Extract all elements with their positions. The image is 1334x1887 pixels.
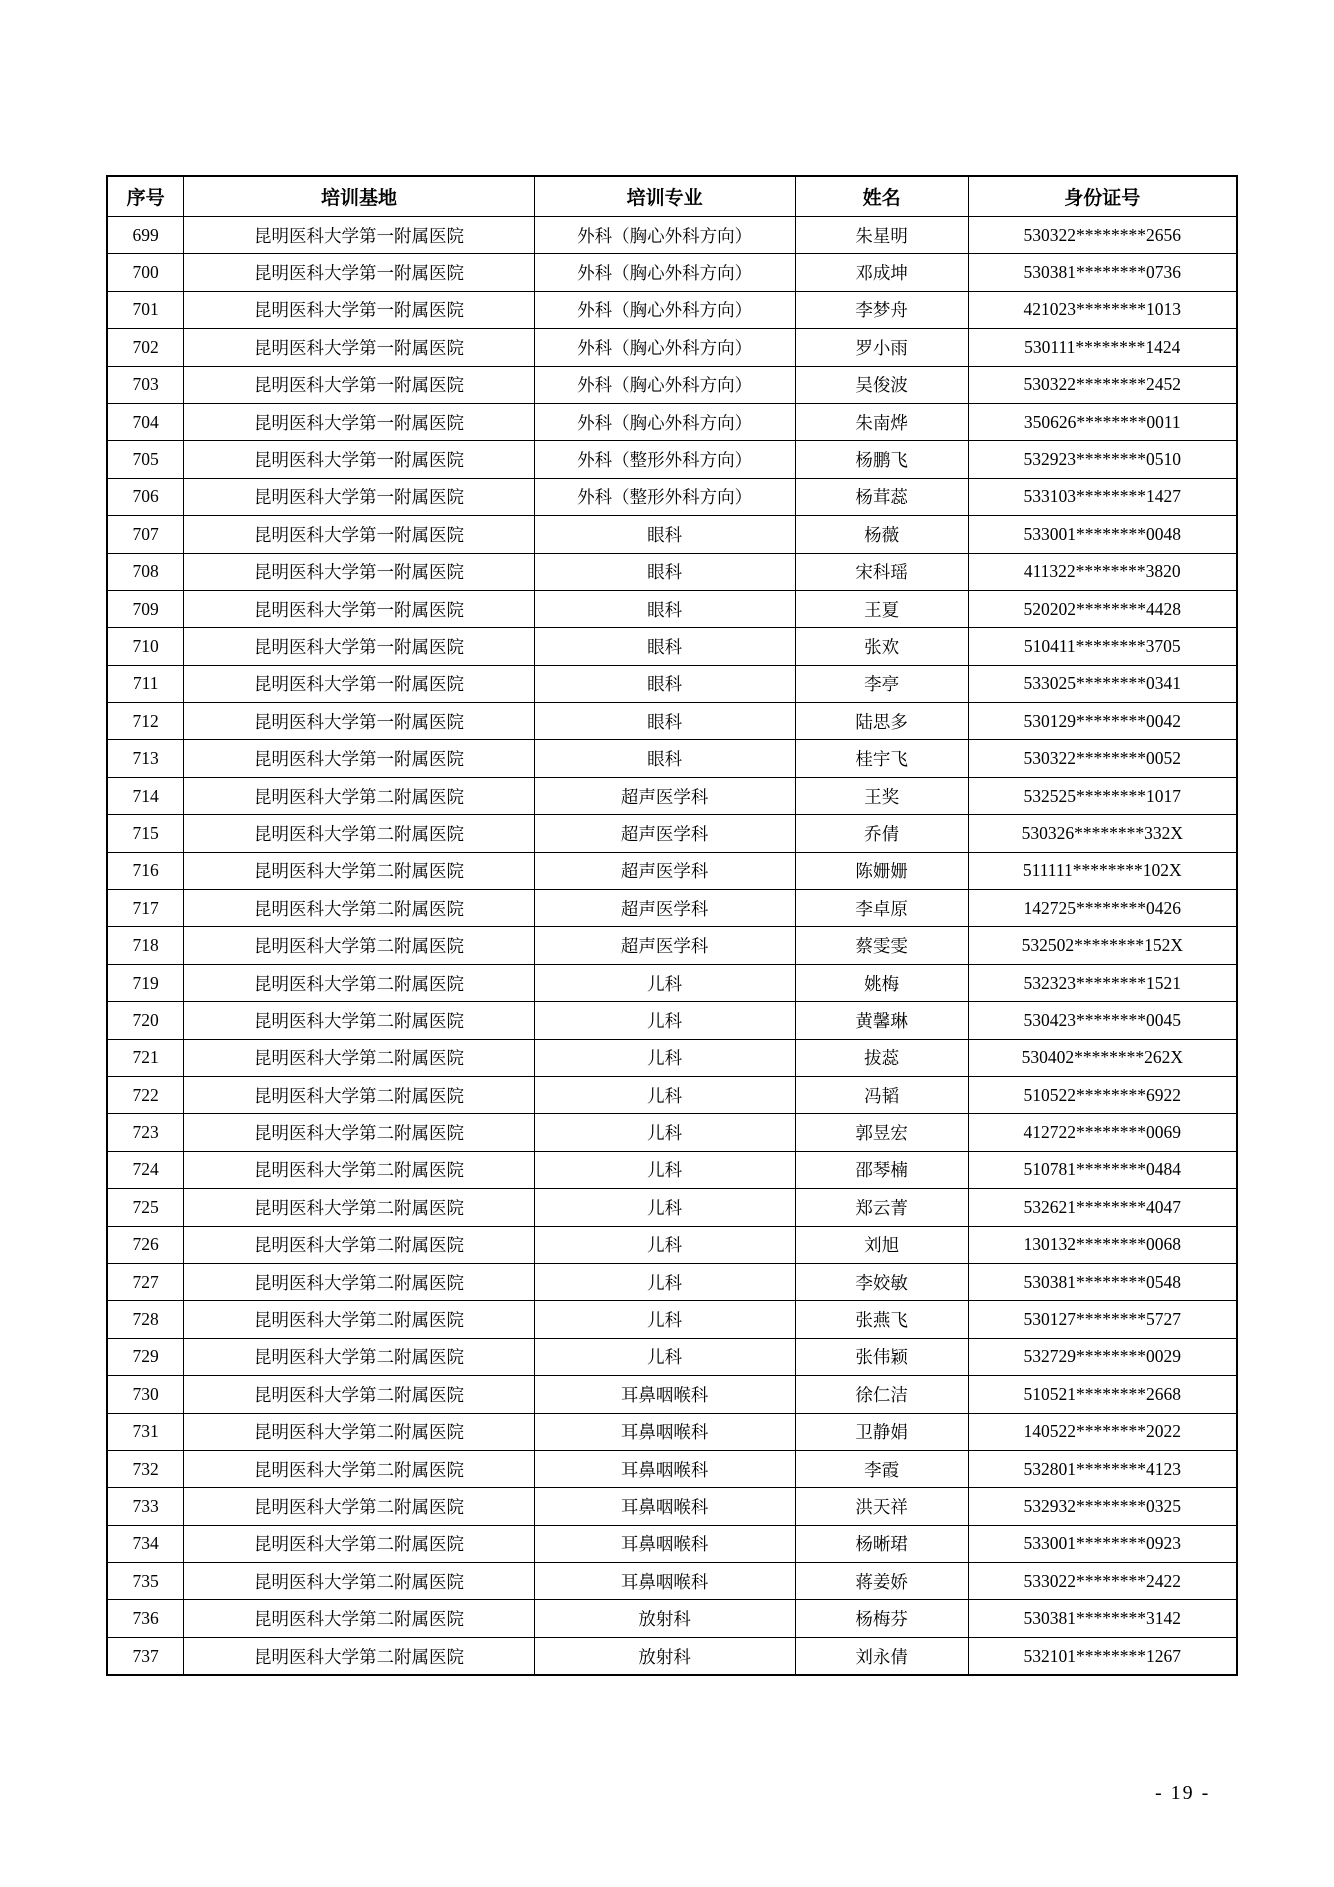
table-cell: 儿科 [534, 1002, 795, 1039]
table-row [107, 890, 1237, 927]
table-row [107, 1338, 1237, 1375]
table-cell: 儿科 [534, 1039, 795, 1076]
table-cell: 冯韬 [795, 1076, 968, 1113]
table-cell: 530423********0045 [968, 1002, 1237, 1039]
table-cell: 眼科 [534, 740, 795, 777]
table-cell: 728 [107, 1301, 184, 1338]
table-cell: 姚梅 [795, 964, 968, 1001]
page-number: - 19 - [1155, 1782, 1211, 1804]
table-cell: 昆明医科大学第二附属医院 [184, 1376, 534, 1413]
table-cell: 昆明医科大学第二附属医院 [184, 852, 534, 889]
table-cell: 713 [107, 740, 184, 777]
table-cell: 李卓原 [795, 890, 968, 927]
table-row [107, 1151, 1237, 1188]
table-cell: 耳鼻咽喉科 [534, 1450, 795, 1487]
table-cell: 乔倩 [795, 815, 968, 852]
table-cell: 533022********2422 [968, 1563, 1237, 1600]
table-row [107, 740, 1237, 777]
table-cell: 儿科 [534, 1263, 795, 1300]
table-cell: 昆明医科大学第二附属医院 [184, 815, 534, 852]
table-cell: 735 [107, 1563, 184, 1600]
table-cell: 140522********2022 [968, 1413, 1237, 1450]
table-cell: 放射科 [534, 1600, 795, 1637]
table-cell: 李梦舟 [795, 291, 968, 328]
table-cell: 530111********1424 [968, 329, 1237, 366]
table-cell: 吴俊波 [795, 366, 968, 403]
table-cell: 张燕飞 [795, 1301, 968, 1338]
table-cell: 532621********4047 [968, 1189, 1237, 1226]
table-cell: 眼科 [534, 628, 795, 665]
table-cell: 儿科 [534, 1114, 795, 1151]
table-cell: 昆明医科大学第二附属医院 [184, 1637, 534, 1675]
table-cell: 723 [107, 1114, 184, 1151]
table-cell: 532923********0510 [968, 441, 1237, 478]
table-row [107, 1488, 1237, 1525]
table-cell: 宋科瑶 [795, 553, 968, 590]
table-row [107, 777, 1237, 814]
table-row [107, 590, 1237, 627]
table-cell: 昆明医科大学第二附属医院 [184, 1450, 534, 1487]
table-cell: 729 [107, 1338, 184, 1375]
table-cell: 411322********3820 [968, 553, 1237, 590]
table-row [107, 1413, 1237, 1450]
table-cell: 昆明医科大学第一附属医院 [184, 628, 534, 665]
table-cell: 533001********0923 [968, 1525, 1237, 1562]
table-cell: 737 [107, 1637, 184, 1675]
table-cell: 蒋姜娇 [795, 1563, 968, 1600]
table-cell: 昆明医科大学第一附属医院 [184, 217, 534, 254]
table-cell: 421023********1013 [968, 291, 1237, 328]
table-cell: 707 [107, 516, 184, 553]
table-cell: 眼科 [534, 516, 795, 553]
table-row [107, 1600, 1237, 1637]
table-cell: 700 [107, 254, 184, 291]
table-cell: 昆明医科大学第二附属医院 [184, 1151, 534, 1188]
table-cell: 昆明医科大学第二附属医院 [184, 890, 534, 927]
table-row [107, 1563, 1237, 1600]
header-row [107, 176, 1237, 217]
table-row [107, 516, 1237, 553]
table-cell: 卫静娟 [795, 1413, 968, 1450]
table-cell: 142725********0426 [968, 890, 1237, 927]
table-cell: 外科（胸心外科方向） [534, 403, 795, 440]
table-cell: 外科（胸心外科方向） [534, 217, 795, 254]
table-cell: 726 [107, 1226, 184, 1263]
table-cell: 510781********0484 [968, 1151, 1237, 1188]
table-cell: 昆明医科大学第二附属医院 [184, 1600, 534, 1637]
table-cell: 719 [107, 964, 184, 1001]
table-cell: 722 [107, 1076, 184, 1113]
table-cell: 130132********0068 [968, 1226, 1237, 1263]
table-row [107, 366, 1237, 403]
table-cell: 昆明医科大学第一附属医院 [184, 590, 534, 627]
table-row [107, 329, 1237, 366]
table-cell: 昆明医科大学第二附属医院 [184, 1563, 534, 1600]
table-cell: 洪天祥 [795, 1488, 968, 1525]
table-cell: 昆明医科大学第一附属医院 [184, 329, 534, 366]
table-cell: 520202********4428 [968, 590, 1237, 627]
table-cell: 朱星明 [795, 217, 968, 254]
table-cell: 昆明医科大学第二附属医院 [184, 1301, 534, 1338]
table-cell: 昆明医科大学第二附属医院 [184, 1338, 534, 1375]
table-row [107, 1114, 1237, 1151]
table-cell: 昆明医科大学第二附属医院 [184, 1263, 534, 1300]
table-cell: 昆明医科大学第二附属医院 [184, 1226, 534, 1263]
table-row [107, 1002, 1237, 1039]
table-cell: 734 [107, 1525, 184, 1562]
table-cell: 412722********0069 [968, 1114, 1237, 1151]
table-cell: 昆明医科大学第二附属医院 [184, 1413, 534, 1450]
column-header-2: 培训专业 [534, 176, 795, 217]
table-cell: 昆明医科大学第一附属医院 [184, 516, 534, 553]
table-cell: 杨鹏飞 [795, 441, 968, 478]
table-row [107, 815, 1237, 852]
table-row [107, 964, 1237, 1001]
table-row [107, 1189, 1237, 1226]
table-cell: 昆明医科大学第二附属医院 [184, 1114, 534, 1151]
column-header-3: 姓名 [795, 176, 968, 217]
table-cell: 蔡雯雯 [795, 927, 968, 964]
table-cell: 王夏 [795, 590, 968, 627]
table-cell: 昆明医科大学第一附属医院 [184, 665, 534, 702]
table-cell: 眼科 [534, 703, 795, 740]
table-cell: 李姣敏 [795, 1263, 968, 1300]
table-cell: 昆明医科大学第一附属医院 [184, 441, 534, 478]
table-cell: 郭昱宏 [795, 1114, 968, 1151]
table-row [107, 852, 1237, 889]
table-cell: 727 [107, 1263, 184, 1300]
table-row [107, 1525, 1237, 1562]
table-cell: 711 [107, 665, 184, 702]
table-cell: 530322********2656 [968, 217, 1237, 254]
table-cell: 510411********3705 [968, 628, 1237, 665]
table-cell: 709 [107, 590, 184, 627]
table-cell: 530127********5727 [968, 1301, 1237, 1338]
table-row [107, 1039, 1237, 1076]
table-row [107, 703, 1237, 740]
table-cell: 昆明医科大学第二附属医院 [184, 1002, 534, 1039]
table-cell: 724 [107, 1151, 184, 1188]
table-cell: 736 [107, 1600, 184, 1637]
table-cell: 张欢 [795, 628, 968, 665]
table-cell: 儿科 [534, 1151, 795, 1188]
table-cell: 耳鼻咽喉科 [534, 1413, 795, 1450]
table-cell: 532801********4123 [968, 1450, 1237, 1487]
table-cell: 715 [107, 815, 184, 852]
table-cell: 701 [107, 291, 184, 328]
table-cell: 533025********0341 [968, 665, 1237, 702]
table-cell: 罗小雨 [795, 329, 968, 366]
table-row [107, 1376, 1237, 1413]
table-cell: 昆明医科大学第一附属医院 [184, 403, 534, 440]
table-cell: 昆明医科大学第二附属医院 [184, 927, 534, 964]
table-cell: 李亭 [795, 665, 968, 702]
table-row [107, 1637, 1237, 1675]
table-cell: 699 [107, 217, 184, 254]
table-cell: 702 [107, 329, 184, 366]
table-cell: 邵琴楠 [795, 1151, 968, 1188]
table-cell: 530381********0736 [968, 254, 1237, 291]
table-cell: 外科（胸心外科方向） [534, 329, 795, 366]
table-cell: 721 [107, 1039, 184, 1076]
table-row [107, 1226, 1237, 1263]
table-row [107, 254, 1237, 291]
table-row [107, 628, 1237, 665]
table-row [107, 1076, 1237, 1113]
table-cell: 外科（胸心外科方向） [534, 254, 795, 291]
table-cell: 儿科 [534, 1226, 795, 1263]
table-cell: 530326********332X [968, 815, 1237, 852]
table-cell: 外科（胸心外科方向） [534, 366, 795, 403]
table-cell: 昆明医科大学第一附属医院 [184, 366, 534, 403]
table-cell: 杨梅芬 [795, 1600, 968, 1637]
table-cell: 530129********0042 [968, 703, 1237, 740]
table-cell: 昆明医科大学第一附属医院 [184, 291, 534, 328]
table-cell: 昆明医科大学第二附属医院 [184, 1076, 534, 1113]
table-cell: 532525********1017 [968, 777, 1237, 814]
table-row [107, 291, 1237, 328]
table-cell: 705 [107, 441, 184, 478]
table-cell: 昆明医科大学第二附属医院 [184, 1525, 534, 1562]
table-cell: 532932********0325 [968, 1488, 1237, 1525]
table-cell: 731 [107, 1413, 184, 1450]
table-cell: 510521********2668 [968, 1376, 1237, 1413]
table-cell: 昆明医科大学第二附属医院 [184, 1039, 534, 1076]
table-cell: 706 [107, 478, 184, 515]
table-row [107, 665, 1237, 702]
table-cell: 朱南烨 [795, 403, 968, 440]
table-cell: 拔蕊 [795, 1039, 968, 1076]
table-cell: 陆思多 [795, 703, 968, 740]
table-cell: 昆明医科大学第一附属医院 [184, 553, 534, 590]
table-cell: 放射科 [534, 1637, 795, 1675]
table-cell: 昆明医科大学第二附属医院 [184, 964, 534, 1001]
table-cell: 外科（整形外科方向） [534, 441, 795, 478]
table-cell: 昆明医科大学第一附属医院 [184, 703, 534, 740]
table-cell: 外科（胸心外科方向） [534, 291, 795, 328]
table-cell: 超声医学科 [534, 852, 795, 889]
table-cell: 杨晰珺 [795, 1525, 968, 1562]
table-row [107, 478, 1237, 515]
table-row [107, 441, 1237, 478]
table-cell: 730 [107, 1376, 184, 1413]
table-cell: 昆明医科大学第一附属医院 [184, 478, 534, 515]
table-cell: 530381********0548 [968, 1263, 1237, 1300]
table-cell: 733 [107, 1488, 184, 1525]
column-header-1: 培训基地 [184, 176, 534, 217]
table-cell: 725 [107, 1189, 184, 1226]
table-cell: 533001********0048 [968, 516, 1237, 553]
table-cell: 陈姗姗 [795, 852, 968, 889]
table-cell: 李霞 [795, 1450, 968, 1487]
table-row [107, 1301, 1237, 1338]
table-cell: 超声医学科 [534, 890, 795, 927]
table-cell: 昆明医科大学第一附属医院 [184, 740, 534, 777]
table-cell: 儿科 [534, 1189, 795, 1226]
table-cell: 黄馨琳 [795, 1002, 968, 1039]
table-cell: 刘旭 [795, 1226, 968, 1263]
table-cell: 708 [107, 553, 184, 590]
table-cell: 530381********3142 [968, 1600, 1237, 1637]
table-cell: 刘永倩 [795, 1637, 968, 1675]
table-cell: 张伟颖 [795, 1338, 968, 1375]
table-cell: 昆明医科大学第二附属医院 [184, 1488, 534, 1525]
table-cell: 732 [107, 1450, 184, 1487]
table-cell: 昆明医科大学第二附属医院 [184, 1189, 534, 1226]
table-cell: 710 [107, 628, 184, 665]
table-cell: 外科（整形外科方向） [534, 478, 795, 515]
table-cell: 儿科 [534, 1076, 795, 1113]
table-body [107, 217, 1237, 1676]
table-cell: 王奖 [795, 777, 968, 814]
table-row [107, 1263, 1237, 1300]
table-cell: 530322********0052 [968, 740, 1237, 777]
table-cell: 眼科 [534, 590, 795, 627]
table-cell: 717 [107, 890, 184, 927]
table-cell: 杨薇 [795, 516, 968, 553]
table-cell: 眼科 [534, 665, 795, 702]
table-cell: 714 [107, 777, 184, 814]
table-cell: 杨茸蕊 [795, 478, 968, 515]
table-cell: 超声医学科 [534, 815, 795, 852]
table-row [107, 403, 1237, 440]
table-cell: 704 [107, 403, 184, 440]
table-cell: 邓成坤 [795, 254, 968, 291]
table-cell: 532502********152X [968, 927, 1237, 964]
table-cell: 儿科 [534, 964, 795, 1001]
table-cell: 儿科 [534, 1338, 795, 1375]
table-header [107, 176, 1237, 217]
table-cell: 昆明医科大学第二附属医院 [184, 777, 534, 814]
table-row [107, 1450, 1237, 1487]
table-cell: 郑云菁 [795, 1189, 968, 1226]
table-row [107, 217, 1237, 254]
table-cell: 眼科 [534, 553, 795, 590]
table-row [107, 927, 1237, 964]
table-cell: 718 [107, 927, 184, 964]
table-cell: 720 [107, 1002, 184, 1039]
table-row [107, 553, 1237, 590]
table-cell: 耳鼻咽喉科 [534, 1376, 795, 1413]
table-cell: 703 [107, 366, 184, 403]
table-cell: 350626********0011 [968, 403, 1237, 440]
table-cell: 耳鼻咽喉科 [534, 1525, 795, 1562]
table-cell: 511111********102X [968, 852, 1237, 889]
column-header-0: 序号 [107, 176, 184, 217]
column-header-4: 身份证号 [968, 176, 1237, 217]
table-cell: 532729********0029 [968, 1338, 1237, 1375]
table-cell: 昆明医科大学第一附属医院 [184, 254, 534, 291]
table-cell: 532101********1267 [968, 1637, 1237, 1675]
table-cell: 712 [107, 703, 184, 740]
table-cell: 耳鼻咽喉科 [534, 1488, 795, 1525]
table-cell: 超声医学科 [534, 777, 795, 814]
table-cell: 超声医学科 [534, 927, 795, 964]
table-cell: 耳鼻咽喉科 [534, 1563, 795, 1600]
table-cell: 徐仁洁 [795, 1376, 968, 1413]
table-cell: 儿科 [534, 1301, 795, 1338]
table-cell: 桂宇飞 [795, 740, 968, 777]
table-cell: 716 [107, 852, 184, 889]
table-cell: 533103********1427 [968, 478, 1237, 515]
table-cell: 532323********1521 [968, 964, 1237, 1001]
table-cell: 510522********6922 [968, 1076, 1237, 1113]
trainee-roster-table [106, 175, 1238, 1676]
table-cell: 530402********262X [968, 1039, 1237, 1076]
table-cell: 530322********2452 [968, 366, 1237, 403]
